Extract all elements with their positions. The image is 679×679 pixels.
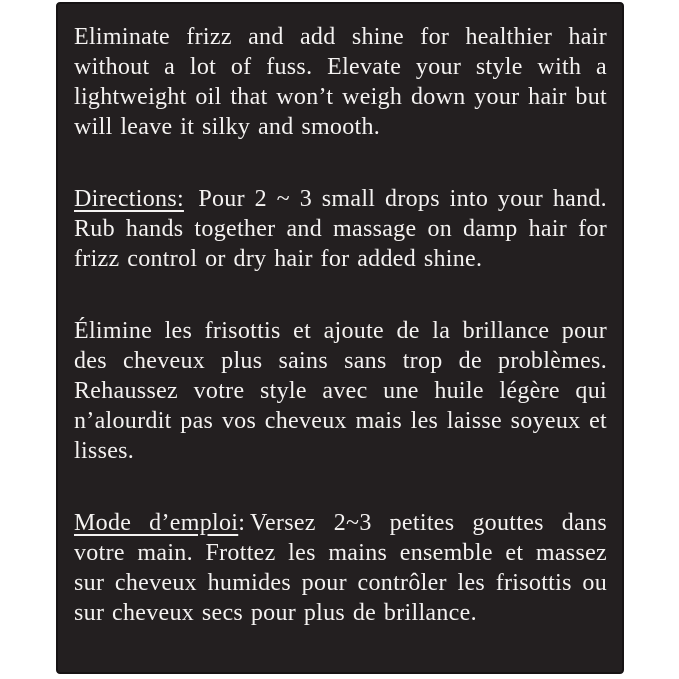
product-label [56,2,624,674]
directions-en-paragraph [74,184,607,274]
mode-demploi-heading: Mode d’emploi [74,510,239,536]
description-en-text: Eliminate frizz and add shine for healthier hair without a lot of fuss. Elevate your style with a lightweight oil that won’t weigh down your hair but will leave it silky and smooth. [74,24,607,140]
directions-fr-paragraph [74,508,607,628]
description-fr-text: Élimine les frisottis et ajoute de la brillance pour des cheveux plus sains sans trop de problèmes. Rehaussez votre style avec une huile légère qui n’alourdit pas vos cheveux mais les laisse soyeux et lisses. [74,318,607,464]
directions-heading: Directions: [74,186,184,212]
directions-fr-text: Versez 2~3 petites gouttes dans votre main. Frottez les mains ensemble et massez sur cheveux humides pour contrôler les frisottis ou sur cheveux secs pour plus de brillance. [74,510,607,626]
description-en-paragraph [74,22,607,142]
directions-text: Pour 2 ~ 3 small drops into your hand. Rub hands together and massage on damp hair for frizz control or dry hair for added shine. [74,186,607,272]
description-fr-paragraph [74,316,607,466]
mode-demploi-heading-suffix: : [238,510,246,536]
